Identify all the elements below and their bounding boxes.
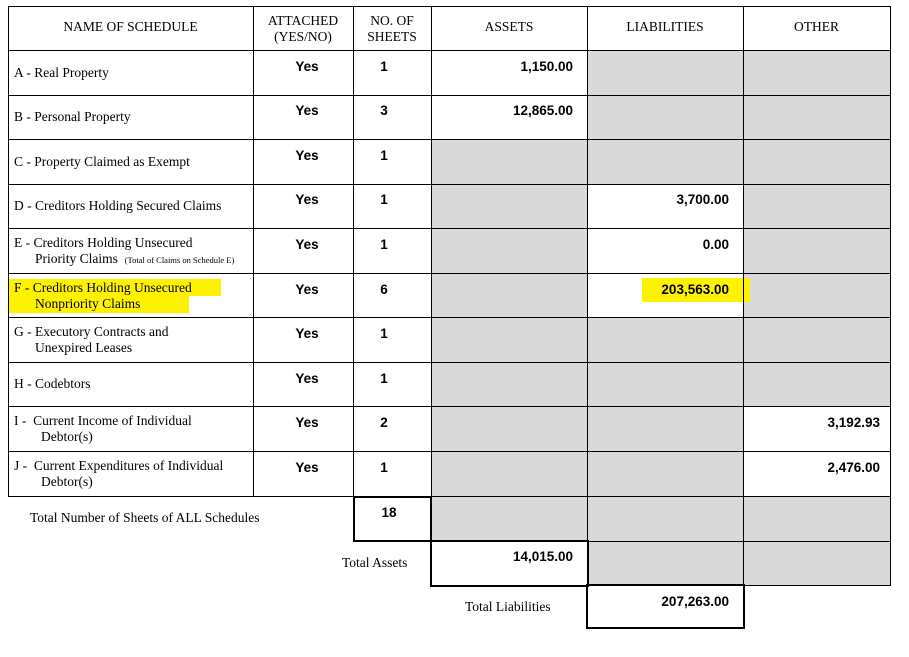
row-i-attached: Yes xyxy=(295,415,319,430)
grid-line xyxy=(8,50,891,51)
row-g-name-line-2: Unexpired Leases xyxy=(35,340,133,355)
row-e-name-line-1: E - Creditors Holding Unsecured xyxy=(14,235,193,250)
header-sheets xyxy=(353,13,431,45)
shaded-totals-row-1 xyxy=(431,496,890,541)
shaded-liabilities-b xyxy=(587,95,743,139)
row-i-name xyxy=(8,413,253,445)
row-e-name-line-2-text: Priority Claims xyxy=(35,251,118,266)
grid-line xyxy=(8,228,891,229)
shaded-other-b xyxy=(743,95,890,139)
row-b-assets: 12,865.00 xyxy=(512,103,573,118)
header-attached xyxy=(253,13,353,45)
row-h-sheets: 1 xyxy=(380,371,388,386)
row-f-sheets: 6 xyxy=(380,282,388,297)
shaded-assets-e xyxy=(431,228,587,273)
row-e-liabilities: 0.00 xyxy=(702,237,729,252)
row-e-name-line-2 xyxy=(14,251,253,268)
row-g-attached: Yes xyxy=(295,326,319,341)
row-f-name xyxy=(8,280,253,312)
row-a-name: A - Real Property xyxy=(14,65,109,80)
shaded-other-e xyxy=(743,228,890,273)
shaded-liabilities-a xyxy=(587,50,743,95)
header-name-of-schedule: NAME OF SCHEDULE xyxy=(63,19,198,34)
row-f-liabilities: 203,563.00 xyxy=(661,282,729,297)
header-other: OTHER xyxy=(794,19,839,34)
grid-line xyxy=(8,362,891,363)
total-liabilities-value: 207,263.00 xyxy=(661,594,729,609)
row-i-name-line-1: I - Current Income of Individual xyxy=(14,413,192,428)
row-a-attached: Yes xyxy=(295,59,319,74)
total-sheets-value: 18 xyxy=(381,505,397,520)
row-f-name-line-1: F - Creditors Holding Unsecured xyxy=(14,280,192,295)
total-assets-label: Total Assets xyxy=(342,555,408,570)
total-assets-value: 14,015.00 xyxy=(512,549,573,564)
row-c-sheets: 1 xyxy=(380,148,388,163)
row-i-name-line-2: Debtor(s) xyxy=(41,429,93,444)
shaded-other-f xyxy=(743,273,890,317)
row-c-attached: Yes xyxy=(295,148,319,163)
row-j-sheets: 1 xyxy=(380,460,388,475)
grid-line xyxy=(8,95,891,96)
row-e-name xyxy=(8,235,253,268)
shaded-totals-row-2 xyxy=(587,541,890,585)
header-attached-line-1: ATTACHED xyxy=(267,13,339,28)
grid-line xyxy=(253,6,254,497)
row-e-sheets: 1 xyxy=(380,237,388,252)
grid-line xyxy=(431,6,432,541)
row-a-sheets: 1 xyxy=(380,59,388,74)
row-j-name-line-2: Debtor(s) xyxy=(41,474,93,489)
row-f-name-line-2: Nonpriority Claims xyxy=(35,296,141,311)
grid-line xyxy=(8,317,891,318)
total-sheets-label: Total Number of Sheets of ALL Schedules xyxy=(30,510,260,525)
grid-line xyxy=(8,451,891,452)
header-liabilities: LIABILITIES xyxy=(626,19,704,34)
grid-line xyxy=(8,139,891,140)
row-j-name-line-1: J - Current Expenditures of Individual xyxy=(14,458,224,473)
shaded-row-g xyxy=(431,317,890,362)
grid-line xyxy=(8,406,891,407)
row-h-attached: Yes xyxy=(295,371,319,386)
header-assets: ASSETS xyxy=(484,19,534,34)
row-b-attached: Yes xyxy=(295,103,319,118)
row-g-name-line-1: G - Executory Contracts and xyxy=(14,324,169,339)
row-f-attached: Yes xyxy=(295,282,319,297)
shaded-other-d xyxy=(743,184,890,228)
row-i-sheets: 2 xyxy=(380,415,388,430)
row-e-name-note: (Total of Claims on Schedule E) xyxy=(124,255,235,265)
header-sheets-line-1: NO. OF xyxy=(370,13,414,28)
row-c-name: C - Property Claimed as Exempt xyxy=(14,154,190,169)
grid-line xyxy=(890,6,891,586)
row-b-sheets: 3 xyxy=(380,103,388,118)
row-i-other: 3,192.93 xyxy=(827,415,880,430)
grid-line xyxy=(8,6,891,7)
row-d-sheets: 1 xyxy=(380,192,388,207)
row-j-other: 2,476.00 xyxy=(827,460,880,475)
row-b-name: B - Personal Property xyxy=(14,109,131,124)
row-h-name: H - Codebtors xyxy=(14,376,91,391)
shaded-other-a xyxy=(743,50,890,95)
row-d-name: D - Creditors Holding Secured Claims xyxy=(14,198,222,213)
row-e-attached: Yes xyxy=(295,237,319,252)
total-liabilities-label: Total Liabilities xyxy=(465,599,551,614)
shaded-assets-f xyxy=(431,273,587,317)
shaded-row-h xyxy=(431,362,890,406)
row-d-attached: Yes xyxy=(295,192,319,207)
header-sheets-line-2: SHEETS xyxy=(367,29,417,44)
row-g-name xyxy=(8,324,253,356)
shaded-assets-d xyxy=(431,184,587,228)
row-d-liabilities: 3,700.00 xyxy=(676,192,729,207)
grid-line xyxy=(8,184,891,185)
grid-line xyxy=(743,6,744,586)
grid-line xyxy=(8,496,891,497)
row-a-assets: 1,150.00 xyxy=(520,59,573,74)
grid-line xyxy=(8,273,891,274)
row-j-attached: Yes xyxy=(295,460,319,475)
row-j-name xyxy=(8,458,253,490)
row-g-sheets: 1 xyxy=(380,326,388,341)
header-attached-line-2: (YES/NO) xyxy=(274,29,332,44)
shaded-row-c xyxy=(431,139,890,184)
